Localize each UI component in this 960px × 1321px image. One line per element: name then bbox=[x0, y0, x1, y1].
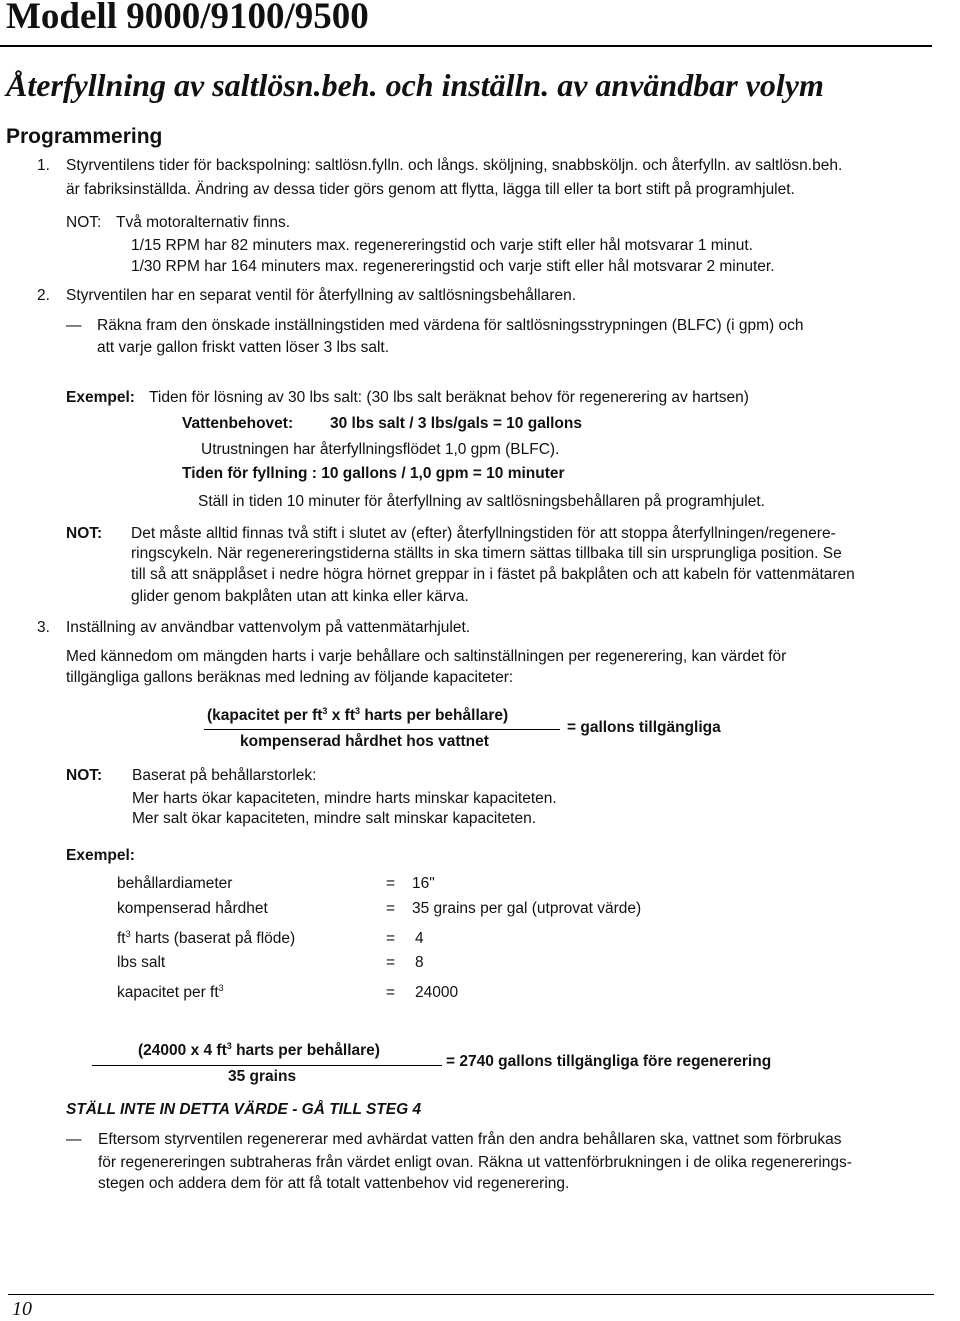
example1-intro: Tiden för lösning av 30 lbs salt: (30 lbs salt beräknat behov för regenerering av hartsen) bbox=[149, 389, 749, 406]
example2-row bbox=[117, 873, 232, 895]
section-title: Programmering bbox=[6, 125, 163, 148]
formula2-num-b: harts per behållare) bbox=[231, 1042, 380, 1059]
row-sup: 3 bbox=[125, 929, 131, 939]
footer-rule bbox=[8, 1294, 934, 1295]
row-sup: 3 bbox=[218, 983, 224, 993]
equipment-text: Utrustningen har återfyllningsflödet 1,0 gpm (BLFC). bbox=[201, 441, 560, 458]
step1-note-label: NOT: bbox=[66, 214, 102, 231]
row-label: lbs salt bbox=[117, 954, 166, 971]
example2-row bbox=[117, 952, 165, 974]
row-equals: = bbox=[386, 930, 396, 947]
step1-rpm15: 1/15 RPM har 82 minuters max. regenereringstid och varje stift eller hål motsvarar 1 minut. bbox=[131, 237, 753, 254]
row-label: kapacitet per ft bbox=[117, 984, 219, 1001]
formula1-fraction-bar bbox=[204, 729, 560, 730]
note2-line4: glider genom bakplåten utan att kinka eller kärva. bbox=[131, 588, 469, 605]
step2-calc-line1: Räkna fram den önskade inställningstiden med värdena för saltlösningsstrypningen (BLFC) (i gpm) och bbox=[97, 317, 804, 334]
model-title: Modell 9000/9100/9500 bbox=[6, 0, 369, 37]
row-value: 4 bbox=[415, 930, 424, 947]
step3-intro-line1: Med kännedom om mängden harts i varje behållare och saltinställningen per regenerering, kan värdet för bbox=[66, 648, 787, 665]
row-value: 35 grains per gal (utprovat värde) bbox=[412, 900, 642, 917]
formula1-sup1: 3 bbox=[322, 706, 328, 716]
example2-row bbox=[117, 898, 268, 920]
page-number: 10 bbox=[12, 1298, 32, 1320]
formula2-numerator bbox=[138, 1040, 380, 1062]
formula1-sup2: 3 bbox=[355, 706, 361, 716]
example2-row bbox=[117, 928, 295, 950]
row-value: 16" bbox=[412, 875, 435, 892]
note3-label: NOT: bbox=[66, 767, 103, 784]
note3-line3: Mer salt ökar kapaciteten, mindre salt minskar kapaciteten. bbox=[132, 810, 537, 827]
note3-line2: Mer harts ökar kapaciteten, mindre harts minskar kapaciteten. bbox=[132, 790, 557, 807]
example1-label: Exempel: bbox=[66, 389, 135, 406]
note2-line2: ringscykeln. När regenereringstiderna ställts in ska timern sättas tillbaka till sin ursprungliga position. Se bbox=[131, 545, 842, 562]
row-label: behållardiameter bbox=[117, 875, 233, 892]
final-line2: för regenereringen subtraheras från värdet enligt ovan. Räkna ut vattenförbrukningen i de olika regenererings- bbox=[98, 1154, 852, 1171]
step1-line1: Styrventilens tider för backspolning: saltlösn.fylln. och långs. sköljning, snabbsköljn. och återfylln. av saltlösn.beh. bbox=[66, 157, 843, 174]
water-label: Vattenbehovet: bbox=[182, 415, 294, 432]
final-line1: Eftersom styrventilen regenererar med avhärdat vatten från den andra behållaren ska, vattnet som förbrukas bbox=[98, 1131, 842, 1148]
row-value: 8 bbox=[415, 954, 424, 971]
row-equals: = bbox=[386, 900, 396, 917]
step2-text: Styrventilen har en separat ventil för återfyllning av saltlösningsbehållaren. bbox=[66, 287, 577, 304]
step1-line2: är fabriksinställda. Ändring av dessa tider görs genom att flytta, lägga till eller ta bort stift på programhjulet. bbox=[66, 181, 795, 198]
set-time: Ställ in tiden 10 minuter för återfyllning av saltlösningsbehållaren på programhjulet. bbox=[198, 493, 765, 510]
row-label: kompenserad hårdhet bbox=[117, 900, 268, 917]
note2-label: NOT: bbox=[66, 525, 103, 542]
row-equals: = bbox=[386, 875, 396, 892]
header-rule bbox=[0, 45, 932, 47]
formula1-num-a: (kapacitet per ft bbox=[207, 707, 323, 724]
formula2-sup: 3 bbox=[226, 1041, 232, 1051]
step3-intro-line2: tillgängliga gallons beräknas med ledning av följande kapaciteter: bbox=[66, 669, 514, 686]
formula1-denominator: kompenserad hårdhet hos vattnet bbox=[240, 733, 489, 750]
formula1-result: = gallons tillgängliga bbox=[567, 719, 721, 736]
step1-number: 1. bbox=[37, 157, 50, 174]
row-label-rest: harts (baserat på flöde) bbox=[130, 930, 296, 947]
step3-number: 3. bbox=[37, 619, 50, 636]
step2-calc-line2: att varje gallon friskt vatten löser 3 lbs salt. bbox=[97, 339, 390, 356]
formula2-num-a: (24000 x 4 ft bbox=[138, 1042, 227, 1059]
example2-row bbox=[117, 982, 224, 1004]
formula1-num-b: x ft bbox=[327, 707, 355, 724]
note2-line3: till så att snäpplåset i nedre högra hörnet greppar in i fästet på bakplåten och att kabeln för vattenmätaren bbox=[131, 566, 855, 583]
row-value: 24000 bbox=[415, 984, 459, 1001]
step3-text: Inställning av användbar vattenvolym på vattenmätarhjulet. bbox=[66, 619, 471, 636]
example2-label: Exempel: bbox=[66, 847, 135, 864]
row-equals: = bbox=[386, 954, 396, 971]
note2-line1: Det måste alltid finnas två stift i slutet av (efter) återfyllningstiden för att stoppa återfyllningen/regenere- bbox=[131, 525, 836, 542]
formula1-numerator bbox=[207, 705, 508, 727]
water-calc: 30 lbs salt / 3 lbs/gals = 10 gallons bbox=[330, 415, 582, 432]
page-heading: Återfyllning av saltlösn.beh. och inställn. av användbar volym bbox=[6, 67, 824, 103]
step1-note-text: Två motoralternativ finns. bbox=[116, 214, 291, 231]
note3-line1: Baserat på behållarstorlek: bbox=[132, 767, 317, 784]
formula1-num-c: harts per behållare) bbox=[360, 707, 509, 724]
warning-text: STÄLL INTE IN DETTA VÄRDE - GÅ TILL STEG 4 bbox=[66, 1101, 422, 1118]
step2-number: 2. bbox=[37, 287, 50, 304]
final-line3: stegen och addera dem för att få totalt vattenbehov vid regenerering. bbox=[98, 1175, 570, 1192]
step2-dash: — bbox=[66, 317, 82, 334]
row-label: ft bbox=[117, 930, 126, 947]
final-dash: — bbox=[66, 1131, 82, 1148]
formula2-result: = 2740 gallons tillgängliga före regenerering bbox=[446, 1053, 772, 1070]
fill-time: Tiden för fyllning : 10 gallons / 1,0 gpm = 10 minuter bbox=[182, 465, 565, 482]
formula2-denominator: 35 grains bbox=[228, 1068, 297, 1085]
row-equals: = bbox=[386, 984, 396, 1001]
step1-rpm30: 1/30 RPM har 164 minuters max. regenereringstid och varje stift eller hål motsvarar 2 minuter. bbox=[131, 258, 775, 275]
